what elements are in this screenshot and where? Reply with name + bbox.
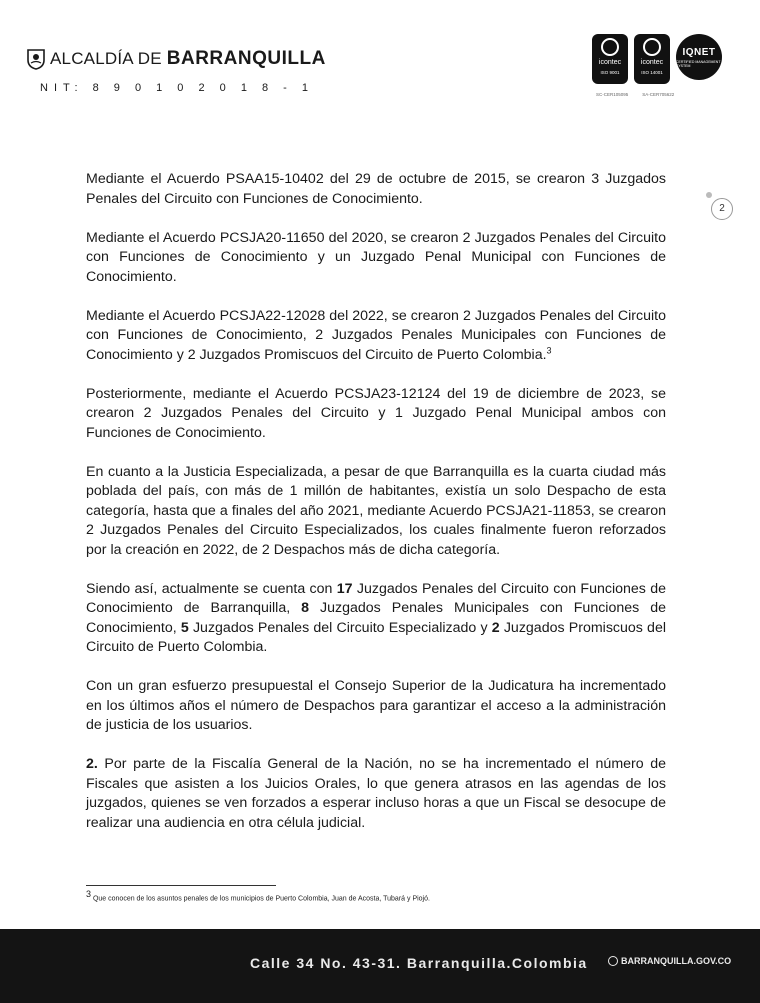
p6-count: 8 — [301, 600, 310, 616]
iqnet-subtitle: CERTIFIED MANAGEMENT SYSTEM — [676, 59, 721, 68]
footnote-number: 3 — [86, 889, 92, 899]
p6-count: 17 — [336, 580, 353, 597]
cert-standard: ISO 14001 — [641, 70, 663, 75]
iqnet-badge — [676, 34, 722, 80]
paragraph-1: Mediante el Acuerdo PSAA15-10402 del 29 de octubre de 2015, se crearon 3 Juzgados Penales del Circuito con Funciones de Conocimiento. — [86, 171, 666, 207]
icontec-icon — [601, 38, 619, 56]
p6-text: Juzgados Penales del Circuito Especializado y — [188, 619, 492, 636]
certification-logos — [592, 34, 722, 84]
footer-website[interactable] — [608, 956, 731, 966]
cert-label: icontec — [598, 59, 622, 66]
nit-number: NIT: 8 9 0 1 0 2 0 1 8 - 1 — [40, 82, 315, 94]
icontec-iso9001-badge — [592, 34, 628, 84]
globe-icon — [608, 956, 618, 966]
p6-count: 2 — [491, 619, 500, 636]
p6-text: Siendo así, actualmente se cuenta con — [86, 580, 337, 597]
cert-captions — [596, 92, 674, 97]
page-footer — [0, 929, 760, 1003]
paragraph-4: Posteriormente, mediante el Acuerdo PCSJA23-12124 del 19 de diciembre de 2023, se crearon 2 Juzgados Penales del Circuito y 1 Juzgado Penal Municipal ambos con Funciones de Conocimiento. — [86, 385, 666, 441]
footnote — [86, 889, 430, 903]
paragraph-8 — [86, 755, 666, 833]
page-number: 2 — [711, 198, 733, 220]
cert-standard: ISO 9001 — [600, 70, 620, 75]
footer-address: Calle 34 No. 43-31. Barranquilla.Colombia — [250, 955, 588, 971]
paragraph-8-text: Por parte de la Fiscalía General de la Nación, no se ha incrementado el número de Fiscales que asisten a los Juicios Orales, lo que genera atrasos en las agendas de los juzgados, quienes se ven forzados a esperar incluso horas a que un Fiscal se desocupe de realizar una audiencia en otra célula judicial. — [86, 756, 666, 831]
icontec-iso14001-badge — [634, 34, 670, 84]
cert-label: icontec — [640, 59, 664, 66]
footnote-ref: 3 — [546, 344, 552, 355]
cert-caption: SA-CER705622 — [642, 92, 675, 97]
paragraph-3-text: Mediante el Acuerdo PCSJA22-12028 del 2022, se crearon 2 Juzgados Penales del Circuito con Funciones de Conocimiento, 2 Juzgados Penales Municipales con Funciones de Conocimiento y 2 Juzgados Promiscuos del Circuito de Puerto Colombia. — [86, 307, 666, 363]
paragraph-2: Mediante el Acuerdo PCSJA20-11650 del 2020, se crearon 2 Juzgados Penales del Circuito con Funciones de Conocimiento y un Juzgado Penal Municipal con Funciones de Conocimiento. — [86, 229, 666, 285]
footnote-text: Que conocen de los asuntos penales de los municipios de Puerto Colombia, Juan de Acosta, Tubará y Piojó. — [92, 895, 430, 903]
p6-text: Juzgados Penales del Circuito con Funciones de Conocimiento de Barranquilla, — [86, 580, 666, 616]
p6-count: 5 — [180, 619, 189, 636]
cert-caption: SC-CER105095 — [596, 92, 629, 97]
city-crest-icon — [26, 48, 46, 70]
p6-text: Juzgados Promiscuos del Circuito de Puerto Colombia. — [86, 619, 666, 655]
logo-prefix: ALCALDÍA DE — [50, 49, 162, 68]
header-logo — [26, 48, 326, 70]
p6-text: Juzgados Penales Municipales con Funciones de Conocimiento, — [86, 600, 666, 636]
iqnet-title: IQNET — [682, 46, 716, 58]
footnote-divider — [86, 885, 276, 886]
page-marker-dot — [706, 192, 712, 198]
item-number: 2. — [86, 756, 98, 772]
logo-city-name: BARRANQUILLA — [166, 48, 326, 69]
paragraph-7: Con un gran esfuerzo presupuestal el Consejo Superior de la Judicatura ha incrementado en los últimos años el número de Despachos para garantizar el acceso a la administración de justicia de los usuarios. — [86, 678, 666, 733]
document-body — [86, 170, 666, 853]
icontec-icon — [643, 38, 661, 56]
website-text: BARRANQUILLA.GOV.CO — [621, 956, 732, 966]
paragraph-5: En cuanto a la Justicia Especializada, a pesar de que Barranquilla es la cuarta ciudad más poblada del país, con más de 1 millón de habitantes, existía un solo Despacho de esta categoría, hasta que a finales del año 2021, mediante Acuerdo PCSJA21-11853, se crearon 2 Juzgados Penales del Circuito Especializados, los cuales finalmente fueron reforzados por la creación en 2022, de 2 Despachos más de dicha categoría. — [86, 463, 666, 558]
logo-text — [50, 48, 326, 70]
paragraph-3 — [86, 307, 666, 366]
paragraph-6 — [86, 580, 666, 658]
